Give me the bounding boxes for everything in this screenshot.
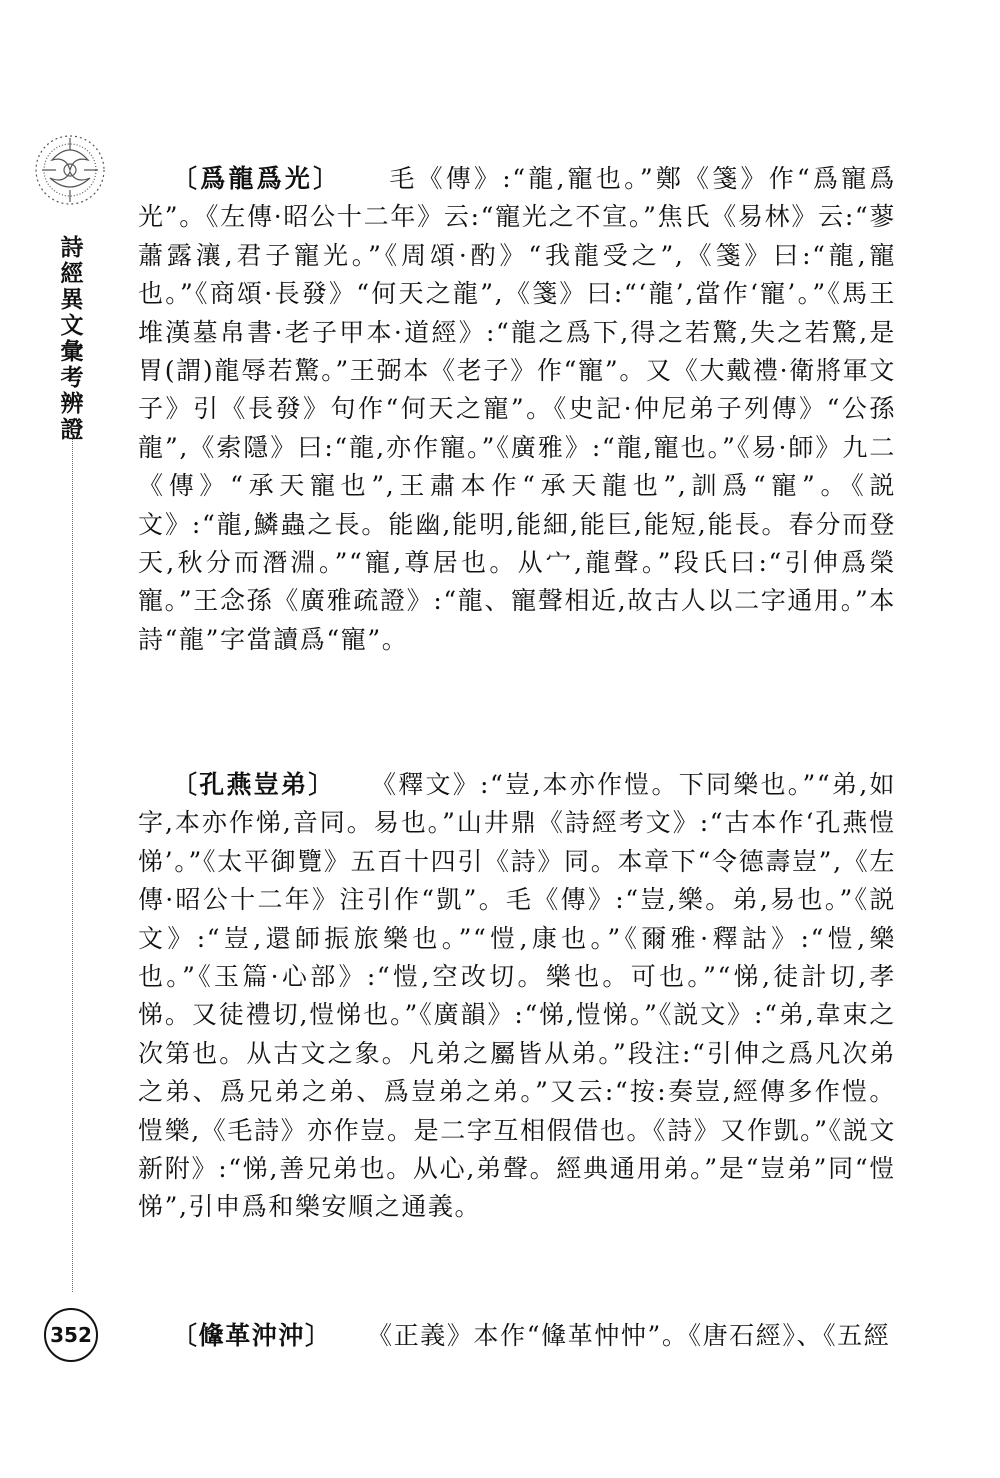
- entry-text: 毛《傳》:“龍,寵也。”鄭《箋》作“爲寵爲光”。《左傳·昭公十二年》云:“寵光之不宣。”焦氏《易林》云:“蓼蕭露瀼,君子寵光。”《周頌·酌》“我龍受之”,《箋》曰:“龍,寵也。”《商頌·長發》“何天之龍”,《箋》曰:“‘龍’,當作‘寵’。”《馬王堆漢墓帛書·老子甲本·道經》:“龍之爲下,得之若驚,失之若驚,是胃(謂)龍辱若驚。”王弼本《老子》作“寵”。又《大戴禮·衛將軍文子》引《長發》句作“何天之寵”。《史記·仲尼弟子列傳》“公孫龍”,《索隱》曰:“龍,亦作寵。”《廣雅》:“龍,寵也。”《易·師》九二《傳》“承天寵也”,王肅本作“承天龍也”,訓爲“寵”。《説文》:“龍,鱗蟲之長。能幽,能明,能細,能巨,能短,能長。春分而登天,秋分而潛淵。”“寵,尊居也。从宀,龍聲。”段氏曰:“引伸爲榮寵。”王念孫《廣雅疏證》:“龍、寵聲相近,故古人以二字通用。”本詩“龍”字當讀爲“寵”。: [138, 164, 896, 654]
- page-number: 352: [44, 1308, 98, 1362]
- entry-headword: 〔爲龍爲光〕: [172, 164, 342, 193]
- seal-ornament-icon: [30, 130, 110, 210]
- margin-divider: [72, 430, 73, 1292]
- running-title: 詩經異文彙考辨證: [60, 235, 84, 443]
- entry-headword: 〔孔燕豈弟〕: [172, 770, 336, 799]
- entry-paragraph: [138, 160, 896, 659]
- entry-paragraph: [138, 1317, 896, 1355]
- entry-text: 《釋文》:“豈,本亦作愷。下同樂也。”“弟,如字,本亦作悌,音同。易也。”山井鼎《詩經考文》:“古本作‘孔燕愷悌’。”《太平御覽》五百十四引《詩》同。本章下“令德壽豈”,《左傳·昭公十二年》注引作“凱”。毛《傳》:“豈,樂。弟,易也。”《説文》:“豈,還師振旅樂也。”“愷,康也。”《爾雅·釋詁》:“愷,樂也。”《玉篇·心部》:“愷,空改切。樂也。可也。”“悌,徒計切,孝悌。又徒禮切,愷悌也。”《廣韻》:“悌,愷悌。”《説文》:“弟,韋束之次第也。从古文之象。凡弟之屬皆从弟。”段注:“引伸之爲凡次弟之弟、爲兄弟之弟、爲豈弟之弟。”又云:“按:奏豈,經傳多作愷。愷樂,《毛詩》亦作豈。是二字互相假借也。《詩》又作凱。”《説文新附》:“悌,善兄弟也。从心,弟聲。經典通用弟。”是“豈弟”同“愷悌”,引申爲和樂安順之通義。: [138, 770, 896, 1222]
- entry-text: 《正義》本作“鞗革忡忡”。《唐石經》、《五經: [379, 1321, 891, 1350]
- entry-headword: 〔鞗革沖沖〕: [172, 1321, 332, 1350]
- entry-paragraph: [138, 766, 896, 1227]
